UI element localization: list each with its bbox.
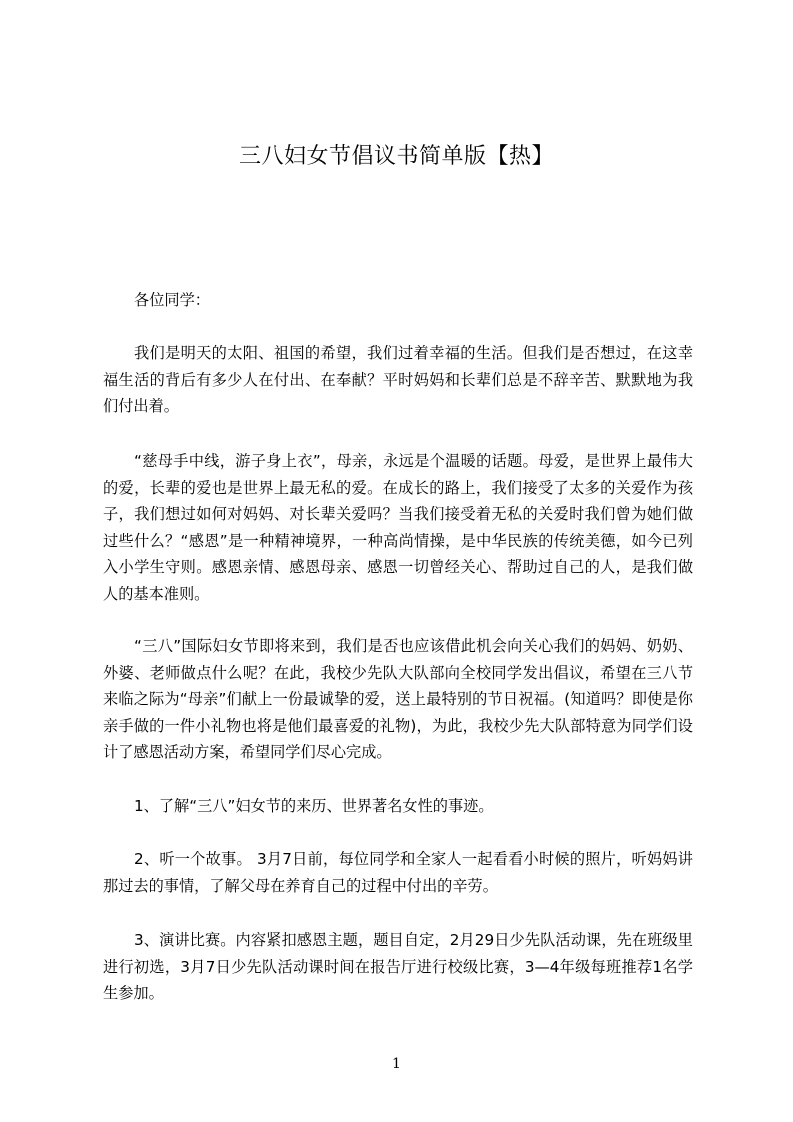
list-item-2: 2、听一个故事。 3月7日前，每位同学和全家人一起看看小时候的照片，听妈妈讲那过去的事情，了解父母在养育自己的过程中付出的辛劳。 xyxy=(103,850,693,895)
paragraph-gratitude: “慈母手中线，游子身上衣”，母亲，永远是个温暖的话题。母爱，是世界上最伟大的爱，长辈的爱也是世界上最无私的爱。在成长的路上，我们接受了太多的关爱作为孩子，我们想过如何对妈妈、对长辈关爱吗？当我们接受着无私的关爱时我们曾为她们做过些什么？“感恩”是一种精神境界，一种高尚情操，是中华民族的传统美德，如今已列入小学生守则。感恩亲情、感恩母亲、感恩一切曾经关心、帮助过自己的人，是我们做人的基本准则。 xyxy=(103,452,693,603)
paragraph-initiative: “三八”国际妇女节即将来到，我们是否也应该借此机会向关心我们的妈妈、奶奶、外婆、老师做点什么呢？在此，我校少先队大队部向全校同学发出倡议，希望在三八节来临之际为“母亲”们献上一份最诚挚的爱，送上最特别的节日祝福。(知道吗？即使是你亲手做的一件小礼物也将是他们最喜爱的礼物)，为此，我校少先大队部特意为同学们设计了感恩活动方案，希望同学们尽心完成。 xyxy=(103,637,693,761)
salutation: 各位同学： xyxy=(134,291,210,309)
list-item-1: 1、了解“三八”妇女节的来历、世界著名女性的事迹。 xyxy=(134,797,494,815)
list-item-3: 3、演讲比赛。内容紧扣感恩主题，题目自定，2月29日少先队活动课，先在班级里进行初选，3月7日少先队活动课时间在报告厅进行校级比赛，3—4年级每班推荐1名学生参加。 xyxy=(103,931,693,1002)
document-title: 三八妇女节倡议书简单版【热】 xyxy=(238,144,554,169)
page-number: 1 xyxy=(392,1056,401,1072)
paragraph-intro: 我们是明天的太阳、祖国的希望，我们过着幸福的生活。但我们是否想过，在这幸福生活的背后有多少人在付出、在奉献？平时妈妈和长辈们总是不辞辛苦、默默地为我们付出着。 xyxy=(103,344,693,415)
